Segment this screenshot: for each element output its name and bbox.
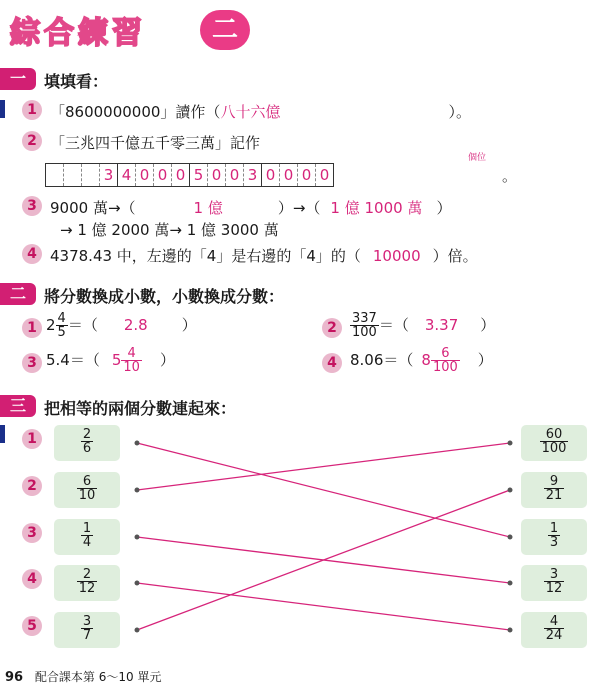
s2-q1-answer: 2.8 <box>123 316 148 334</box>
footer <box>5 668 161 685</box>
right-fraction-card[interactable] <box>521 425 587 461</box>
fraction <box>544 475 565 502</box>
right-fraction-card[interactable] <box>521 472 587 508</box>
numerator: 6 <box>82 474 92 489</box>
digit-cell: 0 <box>298 164 316 186</box>
numerator: 6 <box>441 346 450 361</box>
s2-q4-answer-whole: 8 <box>421 351 431 369</box>
question-number: 1 <box>22 318 42 338</box>
question-number: 3 <box>22 353 42 373</box>
left-fraction-card[interactable] <box>54 472 120 508</box>
numerator: 3 <box>549 567 559 582</box>
s1-q1-text: 「8600000000」讀作（ <box>50 103 221 121</box>
denominator: 100 <box>541 441 567 456</box>
section-3-number: 三 <box>9 396 26 415</box>
s2-q1-close: ） <box>181 316 197 334</box>
numerator: 3 <box>82 614 92 629</box>
section-1-title: 填填看： <box>44 72 109 91</box>
right-fraction-card[interactable] <box>521 565 587 601</box>
numerator: 1 <box>82 521 92 536</box>
fraction <box>81 522 93 549</box>
numerator: 1 <box>549 521 559 536</box>
question-number: 5 <box>22 616 42 636</box>
denominator: 10 <box>123 360 140 375</box>
digit-cell: 0 <box>280 164 298 186</box>
digit-cell: 0 <box>319 166 330 184</box>
s1-q2-text: 「三兆四千億五千零三萬」記作 <box>50 134 261 152</box>
denominator: 10 <box>78 488 96 503</box>
question-number: 4 <box>22 569 42 589</box>
question-number: 4 <box>22 244 42 264</box>
s1-q4-text: 4378.43 中，左邊的「4」是右邊的「4」的（ <box>50 247 361 265</box>
section-2-number: 二 <box>9 284 26 303</box>
numerator: 4 <box>127 346 136 361</box>
digit-cell: 0 <box>208 164 226 186</box>
match-dot <box>135 628 140 633</box>
denominator: 100 <box>352 325 377 340</box>
section-2-title: 將分數換成小數，小數換成分數： <box>44 287 285 306</box>
digit-cell: 3 <box>244 164 262 186</box>
digit-cell: 0 <box>226 164 244 186</box>
denominator: 12 <box>78 581 96 596</box>
s2-q3-answer-whole: 5 <box>111 351 122 369</box>
left-fraction-card[interactable] <box>54 565 120 601</box>
question-number: 2 <box>322 318 342 338</box>
s2-q4-close: ） <box>477 351 493 369</box>
numerator: 2 <box>82 567 92 582</box>
match-dot <box>135 488 140 493</box>
match-dot <box>508 441 513 446</box>
numerator: 60 <box>545 427 563 442</box>
match-line <box>137 583 510 630</box>
s1-q1-close: ）。 <box>448 103 471 121</box>
s1-q4-answer: 10000 <box>372 247 421 265</box>
denominator: 12 <box>545 581 563 596</box>
digit-cell: 0 <box>154 164 172 186</box>
match-line <box>137 443 510 537</box>
match-dot <box>508 581 513 586</box>
denominator: 100 <box>432 360 458 375</box>
match-dot <box>508 488 513 493</box>
numerator: 4 <box>57 311 66 326</box>
s2-q1-eq: ＝（ <box>67 316 98 334</box>
fraction <box>77 475 98 502</box>
denominator: 5 <box>57 325 66 340</box>
denominator: 7 <box>82 628 92 643</box>
footer-text: 配合課本第 6～10 單元 <box>34 670 162 684</box>
denominator: 3 <box>549 535 559 550</box>
denominator: 6 <box>82 441 92 456</box>
fraction <box>540 428 569 455</box>
left-fraction-card[interactable] <box>54 519 120 555</box>
match-dot <box>508 628 513 633</box>
right-fraction-card[interactable] <box>521 612 587 648</box>
fraction <box>544 615 565 642</box>
s2-q4-text: 8.06＝（ <box>350 351 414 369</box>
numerator: 2 <box>82 427 92 442</box>
fraction <box>81 615 93 642</box>
question-number: 1 <box>22 100 42 120</box>
denominator: 24 <box>545 628 563 643</box>
title-text: 綜合練習 <box>10 16 146 51</box>
s2-q3-text: 5.4＝（ <box>46 351 100 369</box>
digit-cell: 0 <box>262 164 280 186</box>
fraction <box>544 568 565 595</box>
question-number: 2 <box>22 476 42 496</box>
denominator: 21 <box>545 488 563 503</box>
s1-q2-suffix: 。 <box>502 167 518 185</box>
s1-q3-line2: → 1 億 2000 萬→ 1 億 3000 萬 <box>60 221 279 239</box>
s2-q2-answer: 3.37 <box>424 316 459 334</box>
s1-q4-close: ）倍。 <box>432 247 478 265</box>
match-dot <box>135 535 140 540</box>
digit-cell: 0 <box>172 164 190 186</box>
match-dot <box>135 441 140 446</box>
fraction <box>548 522 560 549</box>
s1-q3-text: 9000 萬→（ <box>50 199 136 217</box>
s2-q3-close: ） <box>159 351 175 369</box>
page-number: 96 <box>5 670 24 685</box>
s2-q2-close: ） <box>480 316 496 334</box>
question-number: 4 <box>322 353 342 373</box>
title-badge: 二 <box>200 10 250 50</box>
s1-q3-answer2: 1 億 1000 萬 <box>330 199 423 217</box>
question-number: 3 <box>22 196 42 216</box>
s1-q3-text2: ）→（ <box>277 199 321 217</box>
match-dot <box>135 581 140 586</box>
left-fraction-card[interactable] <box>54 425 120 461</box>
fraction <box>81 428 93 455</box>
question-number: 1 <box>22 429 42 449</box>
fraction <box>77 568 98 595</box>
question-number: 3 <box>22 523 42 543</box>
question-number: 2 <box>22 131 42 151</box>
match-dot <box>508 535 513 540</box>
digit-cell: 0 <box>136 164 154 186</box>
digit-cell: 3 <box>100 164 118 186</box>
denominator: 4 <box>82 535 92 550</box>
digit-cell: 5 <box>190 164 208 186</box>
digit-cell: 4 <box>118 164 136 186</box>
left-fraction-card[interactable] <box>54 612 120 648</box>
section-3-title: 把相等的兩個分數連起來： <box>44 399 237 418</box>
numerator: 4 <box>549 614 559 629</box>
section-1-number: 一 <box>9 69 26 88</box>
s1-q3-answer1: 1 億 <box>193 199 223 217</box>
s1-q1-answer: 八十六億 <box>220 103 281 121</box>
numerator: 9 <box>549 474 559 489</box>
right-fraction-card[interactable] <box>521 519 587 555</box>
s2-q2-eq: ＝（ <box>378 316 409 334</box>
match-line <box>137 443 510 490</box>
numerator: 337 <box>352 311 377 326</box>
unit-label: 個位 <box>468 153 487 163</box>
s1-q3-close: ） <box>436 199 452 217</box>
match-line <box>137 490 510 630</box>
s2-q1-whole: 2 <box>46 316 56 334</box>
